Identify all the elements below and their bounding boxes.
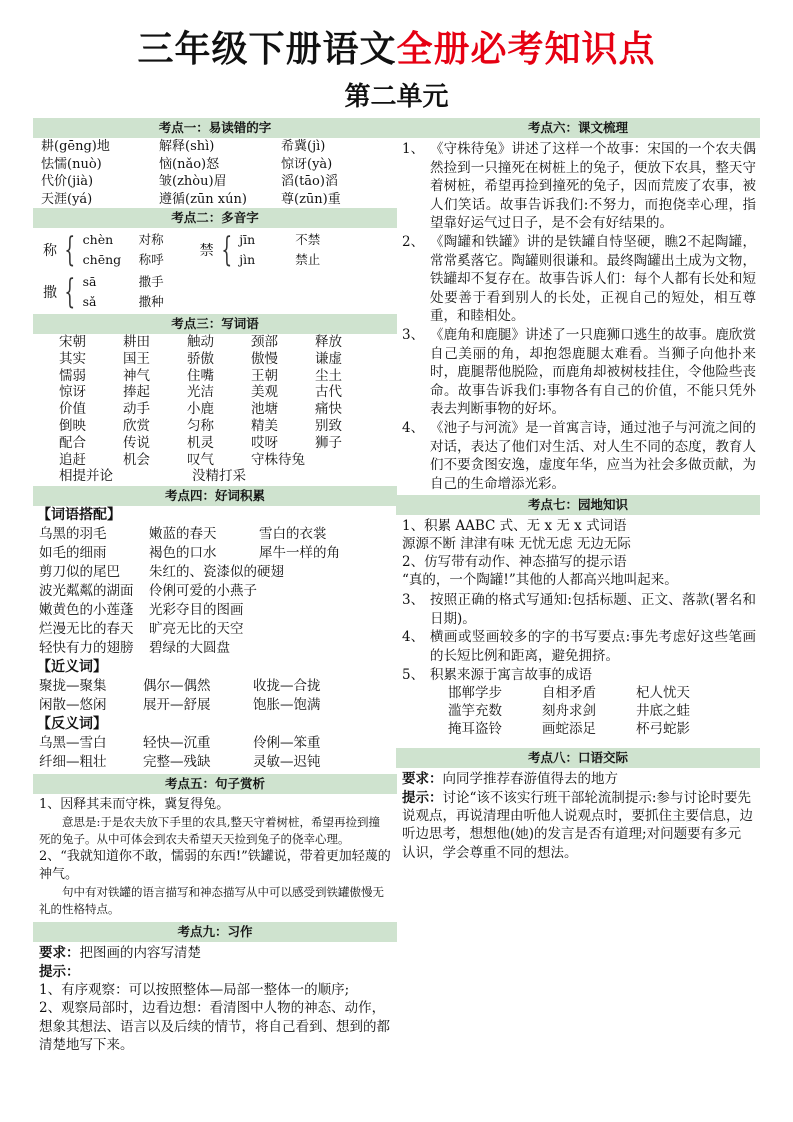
right-column [396,118,760,1108]
brace-icon: { [221,230,232,270]
phrase: 嫩蓝的春天 [149,526,217,543]
synonym-list [33,677,397,715]
title-black: 三年级下册语文 [137,29,397,70]
word-cell: 追赶 [59,451,86,468]
phrase: 伶俐可爱的小燕子 [149,583,257,600]
phrase: 聚拢—聚集 [39,678,107,695]
word-cell: 倒映 [59,417,86,434]
idiom: 掩耳盗铃 [448,721,502,738]
misread-word: 皱(zhòu)眉 [159,174,227,189]
word-cell: 哎呀 [251,434,278,451]
numbered-item [402,591,756,628]
word-cell: 惊讶 [59,384,86,401]
word-cell: 颈部 [251,334,278,350]
item-number: 3、 [402,592,425,609]
phrase: 雪白的衣裳 [259,526,327,543]
tip-label: 提示： [402,789,443,806]
word: 撒种 [138,294,164,309]
idiom: 杯弓蛇影 [636,721,690,738]
phrase: 灵敏—迟钝 [253,754,321,771]
word-cell: 别致 [315,417,342,434]
item-text: 横画或竖画较多的字的书写要点:事先考虑好这些笔画的长短比例和距离，避免拥挤。 [430,629,756,665]
phrase: 纤细—粗壮 [39,754,107,771]
phrase: 轻快有力的翅膀 [39,640,134,657]
brace-icon: { [64,272,76,312]
polyphone-item [43,272,164,312]
misread-word: 尊(zūn)重 [281,191,341,207]
section-head-3: 考点三：写词语 [33,314,397,334]
phrase: 伶俐—笨重 [253,735,321,752]
word-cell: 机灵 [187,434,214,451]
idiom: 画蛇添足 [542,721,596,738]
word-cell: 小鹿 [187,401,214,418]
item-text: 按照正确的格式写通知:包括标题、正文、落款(署名和日期)。 [430,592,756,627]
word-writing-grid [33,334,397,468]
phrase-row [33,620,397,639]
phrase: 展开—舒展 [143,697,211,714]
requirement-label: 要求： [402,771,443,788]
phrase: 乌黑的羽毛 [39,526,107,543]
item-number: 2、 [402,233,425,250]
section-head-7: 考点七：园地知识 [396,495,760,515]
phrase-row [33,753,397,772]
phrase-row [33,696,397,715]
phrase-row [33,734,397,753]
requirement-label: 要求： [39,945,80,962]
phrase: 波光粼粼的湖面 [39,583,134,600]
idiom: 邯郸学步 [448,685,502,702]
word-cell: 古代 [315,384,342,401]
word-cell: 配合 [59,434,86,451]
phrase: 犀牛一样的角 [259,545,340,562]
numbered-item [402,326,756,419]
word: 撒手 [138,274,164,289]
collocation-heading: 【词语搭配】 [37,507,121,524]
word-cell: 相提并论 [59,468,113,485]
pinyin: sā [82,274,97,289]
phrase-row [33,582,397,601]
phrase: 朱红的、瓷漆似的硬翅 [149,564,284,581]
section-head-2: 考点二：多音字 [33,208,397,228]
phrase-row [33,544,397,563]
word-cell: 国王 [123,350,150,367]
phrase-row [33,563,397,582]
garden-line: 源源不断 津津有味 无忧无虑 无边无际 [402,536,631,553]
misread-word: 耕(gēng)地 [41,139,110,154]
section-head-5: 考点五：句子赏析 [33,774,397,794]
phrase: 收拢—合拢 [253,678,321,695]
tip-label: 提示： [39,963,80,980]
garden-numbered-list [396,591,760,684]
polyphone-char: 撒 [43,285,57,301]
word-cell: 懦弱 [59,367,86,384]
word-cell [315,452,379,469]
word-cell: 池塘 [251,401,278,418]
word-cell: 叹气 [187,451,214,468]
item-number: 3、 [402,326,425,343]
requirement-text: 把图画的内容写清楚 [79,945,201,962]
garden-knowledge [396,515,760,591]
word-cell: 价值 [59,401,86,418]
idiom: 刻舟求剑 [542,703,596,720]
word: 不禁 [295,232,321,247]
writing-task [33,942,397,1056]
collocation-list [33,525,397,658]
word-cell: 欣赏 [123,417,150,434]
tip-text: 讨论“该不该实行班干部轮流制提示:参与讨论时要先说观点，再说清理由听他人说观点时，要抓住主要信息，边听边思考，想想他(她)的发言是否有道理;对问题要有多元认识，学会尊重不同的想法。 [402,789,753,861]
sentence-1: 1、因释其耒而守株，冀复得兔。 [39,797,230,813]
item-text: 积累来源于寓言故事的成语 [430,666,592,683]
word-cell: 没精打采 [192,468,246,485]
item-text: 《池子与河流》是一首寓言诗，通过池子与河流之间的对话，表达了他们对生活、对人生不同的态度，教育人们不要贪图安逸，虚度年华，应当为社会多做贡献，为自己的生命增添光彩。 [430,419,756,492]
polyphone-item [43,230,164,270]
idiom: 自相矛盾 [542,685,596,702]
word-cell: 触动 [187,334,214,350]
phrase: 完整—残缺 [143,754,211,771]
idiom: 井底之蛙 [636,703,690,720]
tip-1: 1、有序观察：可以按照整体—局部一整体一的顺序; [39,981,350,998]
item-number: 5、 [402,666,425,683]
misread-word: 惊讶(yà) [281,156,333,172]
garden-line: “真的，一个陶罐!”其他的人都高兴地叫起来。 [402,572,678,589]
sentence-analysis [33,794,397,920]
misread-chars-grid [33,138,397,208]
phrase: 轻快—沉重 [143,735,211,752]
phrase-row [33,525,397,544]
unit-heading: 第二单元 [344,82,449,112]
garden-line: 2、仿写带有动作、神态描写的提示语 [402,554,627,571]
word-cell: 美观 [251,384,278,401]
word-cell: 释放 [315,334,342,350]
polyphone-row-1 [33,228,397,270]
pinyin: sǎ [82,294,97,309]
word-cell: 尘土 [315,367,342,384]
misread-word: 解释(shì) [159,139,215,154]
pinyin: jīn [239,232,256,247]
word-cell: 捧起 [123,384,150,401]
section-head-4: 考点四：好词积累 [33,486,397,506]
word-cell: 其实 [59,350,86,367]
phrase: 碧绿的大圆盘 [149,640,230,657]
antonym-heading: 【反义词】 [37,716,107,733]
numbered-item [402,419,756,493]
pinyin: chēng [82,252,122,267]
item-text: 《鹿角和鹿腿》讲述了一只鹿狮口逃生的故事。鹿欣赏自己美丽的角，却抱怨鹿腿太难看。当狮子向他扑来时，鹿腿帮他脱险，而鹿角却被树枝挂住，令他险些丧命。故事告诉我们:事物各有自己的价值，不能只凭外表去判断事物的好坏。 [430,326,756,418]
phrase: 嫩黄色的小莲蓬 [39,602,134,619]
polyphone-char: 称 [43,243,57,259]
section-head-1: 考点一：易读错的字 [33,118,397,138]
word: 对称 [138,232,164,247]
phrase: 光彩夺目的图画 [149,602,244,619]
word-cell: 住嘴 [187,367,214,384]
word-cell: 傲慢 [251,350,278,367]
phrase: 剪刀似的尾巴 [39,564,120,581]
word-cell: 动手 [123,401,150,418]
oral-task [396,768,760,864]
word-cell: 守株待兔 [251,451,305,468]
word-cell: 匀称 [187,417,214,434]
phrase: 闲散—悠闲 [39,697,107,714]
pinyin: chèn [82,232,114,247]
word-cell: 机会 [123,451,150,468]
misread-word: 恼(nǎo)怒 [159,156,220,172]
requirement-text: 向同学推荐春游值得去的地方 [442,771,618,788]
numbered-item [402,233,756,326]
numbered-item [402,140,756,233]
phrase: 乌黑—雪白 [39,735,107,752]
phrase: 饱胀—饱满 [253,697,321,714]
phrase: 偶尔—偶然 [143,678,211,695]
word-cell: 光洁 [187,384,214,401]
idiom-grid [396,684,760,738]
item-text: 《陶罐和铁罐》讲的是铁罐自恃坚硬，瞧2不起陶罐，常常奚落它。陶罐则很谦和。最终陶罐出土成为文物，铁罐却不复存在。故事告诉人们：每个人都有长处和短处要善于看到别人的长处，正视自己的短处，相互尊重，和睦相处。 [430,233,756,325]
page-title [0,28,793,72]
sentence-2: 2、“我就知道你不敢，懦弱的东西!”铁罐说，带着更加轻蔑的神气。 [39,849,391,883]
word-cell: 精美 [251,417,278,434]
text-summary-list [396,138,760,493]
sentence-1-note: 意思是:于是农夫放下手里的农具,整天守着树桩，希望再捡到撞死的兔子。从中可体会到农夫希望天天捡到兔子的侥幸心理。 [39,815,381,847]
misread-word: 怯懦(nuò) [41,156,102,172]
word: 禁止 [295,252,321,267]
synonym-heading: 【近义词】 [37,659,107,676]
word-cell: 王朝 [251,367,278,384]
misread-word: 滔(tāo)滔 [281,174,338,189]
phrase: 褐色的口水 [149,545,217,562]
word-cell: 骄傲 [187,350,214,367]
polyphone-char: 禁 [199,243,214,259]
phrase-row [33,639,397,658]
sentence-2-note: 句中有对铁罐的语言描写和神态描写从中可以感受到铁罐傲慢无礼的性格特点。 [39,885,384,917]
item-number: 4、 [402,419,425,436]
misread-word: 代价(jià) [41,174,94,189]
idiom: 滥竽充数 [448,703,502,720]
phrase-row [33,601,397,620]
item-text: 《守株待兔》讲述了这样一个故事：宋国的一个农夫偶然捡到一只撞死在树桩上的兔子，便放下农具，整天守着树桩，希望再捡到撞死的兔子，因而荒废了农事，被人们笑话。故事告诉我们:不努力，而抱侥幸心理，指望靠好运气过日子，是不会有好结果的。 [430,141,756,232]
word-cell: 谦虚 [315,350,342,367]
word-cell: 狮子 [315,434,342,451]
phrase-row [33,677,397,696]
phrase: 旷亮无比的天空 [149,621,244,638]
word-cell: 痛快 [315,401,342,418]
section-head-6: 考点六：课文梳理 [396,118,760,138]
numbered-item [402,666,756,685]
numbered-item [402,628,756,665]
title-red: 全册必考知识点 [396,29,656,70]
section-head-9: 考点九：习作 [33,922,397,942]
word: 称呼 [138,252,164,267]
section-head-8: 考点八：口语交际 [396,748,760,768]
misread-word: 天涯(yá) [41,191,93,207]
polyphone-row-2 [33,270,397,312]
tip-2: 2、观察局部时，边看边想：看清图中人物的神态、动作，想象其想法、语言以及后续的情节，将自己看到、想到的都清楚地写下来。 [39,1000,390,1054]
item-number: 1、 [402,141,425,157]
item-number: 4、 [402,629,425,646]
misread-word: 遵循(zūn xún) [159,191,247,207]
phrase: 烂漫无比的春天 [39,621,134,638]
left-column [33,118,397,1108]
word-cell: 宋朝 [59,334,86,350]
pinyin: jìn [239,252,256,267]
word-writing-last-row [33,468,397,485]
brace-icon: { [64,230,76,270]
word-cell: 传说 [123,434,150,451]
idiom: 杞人忧天 [636,685,690,702]
misread-word: 希冀(jì) [281,139,326,154]
word-cell: 神气 [123,367,150,384]
phrase: 如毛的细雨 [39,545,107,562]
word-cell: 耕田 [123,334,150,350]
antonym-list [33,734,397,772]
garden-line: 1、积累 AABC 式、无 x 无 x 式词语 [402,518,627,535]
polyphone-item [200,230,321,270]
